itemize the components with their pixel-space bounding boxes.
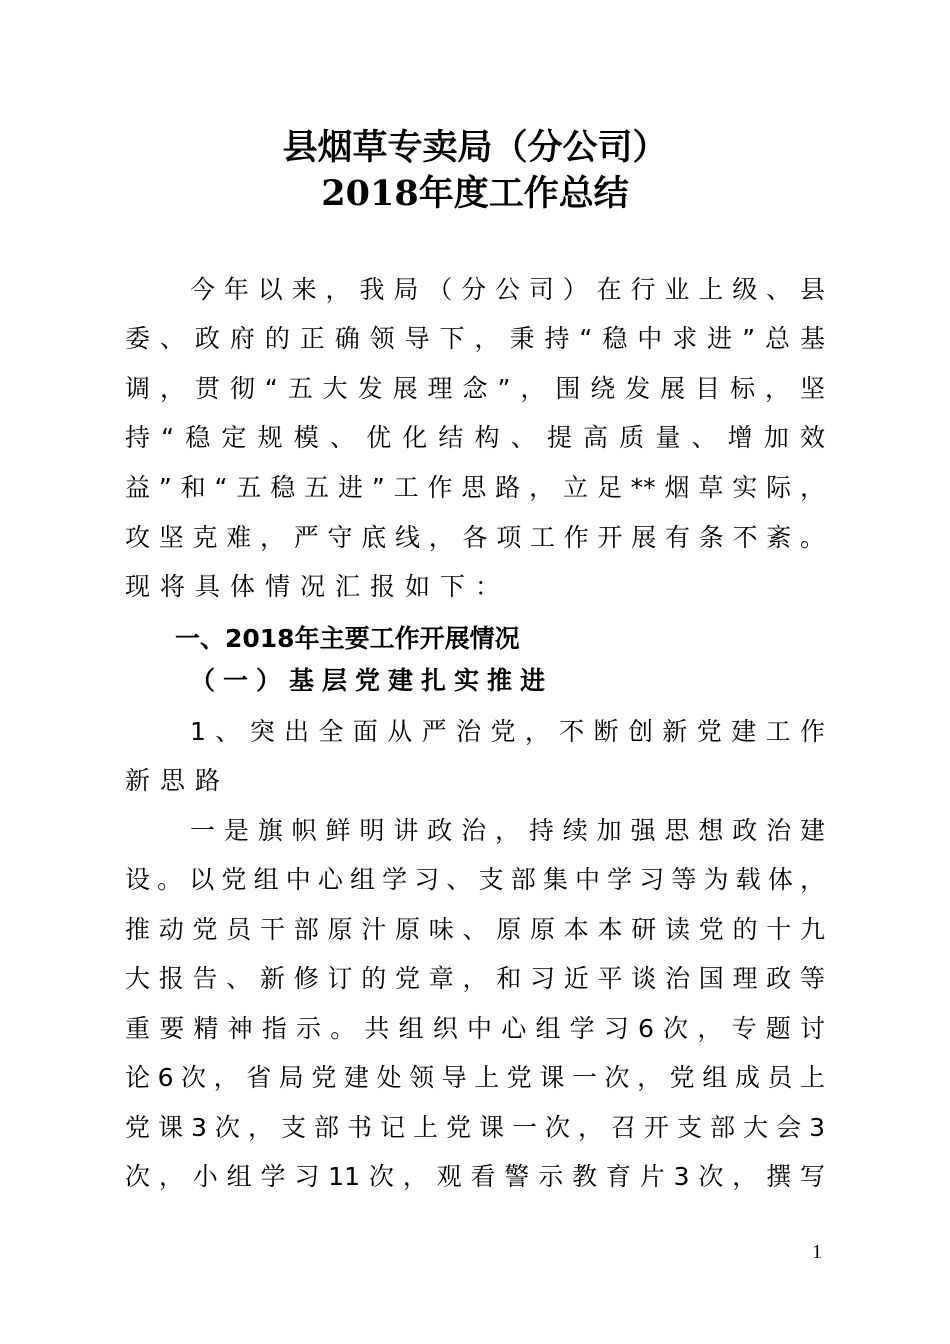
intro-line: 今年以来，我局（分公司）在行业上级、县 <box>190 275 825 304</box>
body-line: 次，小组学习11次，观看警示教育片3次，撰写 <box>125 1162 825 1191</box>
body-line: 推动党员干部原汁原味、原原本本研读党的十九 <box>125 915 825 944</box>
body-line: 党课3次，支部书记上党课一次，召开支部大会3 <box>125 1113 825 1142</box>
body-line: 大报告、新修订的党章，和习近平谈治国理政等 <box>125 964 825 993</box>
intro-line: 益”和“五稳五进”工作思路，立足**烟草实际， <box>125 473 825 502</box>
intro-line: 现将具体情况汇报如下： <box>125 572 511 601</box>
document-title-line1: 县烟草专卖局（分公司） <box>282 127 668 168</box>
body-line: 论6次，省局党建处领导上党课一次，党组成员上 <box>125 1063 825 1092</box>
intro-line: 攻坚克难，严守底线，各项工作开展有条不紊。 <box>125 523 825 552</box>
item-heading-line: 1、突出全面从严治党，不断创新党建工作 <box>190 717 825 746</box>
item-heading-line: 新思路 <box>125 766 231 795</box>
body-line: 重要精神指示。共组织中心组学习6次，专题讨 <box>125 1014 825 1043</box>
intro-line: 持“稳定规模、优化结构、提高质量、增加效 <box>125 423 825 452</box>
page-number: 1 <box>812 1241 822 1263</box>
document-title-line2: 2018年度工作总结 <box>321 173 629 214</box>
body-line: 设。以党组中心组学习、支部集中学习等为载体， <box>125 865 825 894</box>
intro-line: 委、政府的正确领导下，秉持“稳中求进”总基 <box>125 324 825 353</box>
section-heading: 一、2018年主要工作开展情况 <box>175 624 520 653</box>
subsection-heading: （一）基层党建扎实推进 <box>190 666 554 695</box>
intro-line: 调，贯彻“五大发展理念”，围绕发展目标，坚 <box>125 374 825 403</box>
body-line: 一是旗帜鲜明讲政治，持续加强思想政治建 <box>190 816 825 845</box>
